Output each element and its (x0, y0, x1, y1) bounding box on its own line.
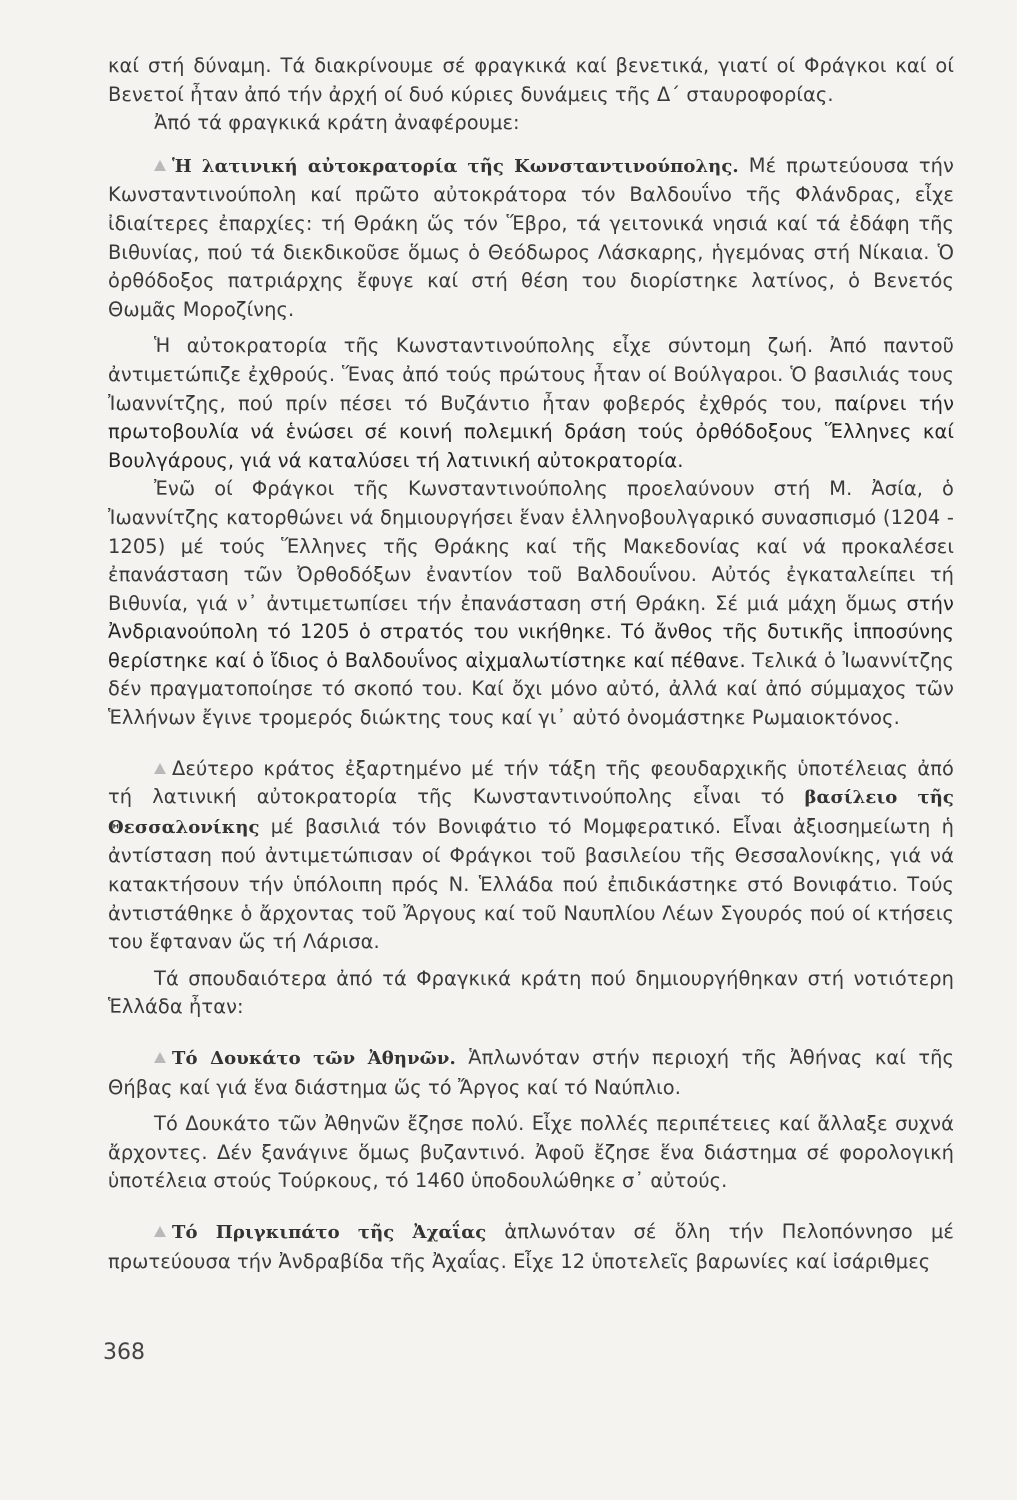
heading-kingdom-thessaloniki: βασίλειο τῆς Θεσσαλονίκης (108, 787, 954, 838)
paragraph-empire-short-life: Ἡ αὐτοκρατορία τῆς Κωνσταντινούπολης εἶχε σύντομη ζωή. Ἀπό παντοῦ ἀντιμετώπιζε ἐχθρούς. Ἕνας ἀπό τούς πρώτους ἦταν οί Βούλγαροι. Ὁ βασιλιάς τους Ἰωαννίτζης, πού πρίν πέσει τό Βυζάντιο ἦταν φοβερός ἐχθρός του, παίρνει τήν πρωτοβουλία νά ἑνώσει σέ κοινή πολεμική δράση τούς ὀρθόδοξους Ἕλληνες καί Βουλγάρους, γιά νά καταλύσει τή λατινική αὐτοκρατορία. (108, 334, 954, 472)
triangle-bullet-icon (154, 1226, 166, 1237)
page-body (108, 52, 954, 1276)
paragraph-ioannitzis: Ἐνῶ οί Φράγκοι τῆς Κωνσταντινούπολης προελαύνουν στή Μ. Ἀσία, ὁ Ἰωαννίτζης κατορθώνει νά δημιουργήσει ἕναν ἑλληνοβουλγαρικό συνασπισμό (1204 - 1205) μέ τούς Ἕλληνες τῆς Θράκης καί τῆς Μακεδονίας καί νά προκαλέσει ἐπανάσταση τῶν Ὀρθοδόξων ἐναντίον τοῦ Βαλδουΐνου. Αὐτός ἐγκαταλείπει τή Βιθυνία, γιά ν᾿ ἀντιμετωπίσει τήν ἐπανάσταση στή Θράκη. Σέ μιά μάχη ὅμως στήν Ἀνδριανούπολη τό 1205 ὁ στρατός του νικήθηκε. Τό ἄνθος τῆς δυτικῆς ἱπποσύνης θερίστηκε καί ὁ ἴδιος ὁ Βαλδουΐνος αἰχμαλωτίστηκε καί πέθανε. Τελικά ὁ Ἰωαννίτζης δέν πραγματοποίησε τό σκοπό του. Καί ὄχι μόνο αὐτό, ἀλλά καί ἀπό σύμμαχος τῶν Ἑλλήνων ἔγινε τρομερός διώκτης τους καί γι᾿ αὐτό ὀνομάστηκε Ρωμαιοκτόνος. (108, 477, 955, 730)
triangle-bullet-icon (154, 1052, 166, 1063)
paragraph-latin-empire: Ἡ λατινική αὐτοκρατορία τῆς Κωνσταντινούπολης. Μέ πρωτεύουσα τήν Κωνσταντινούπολη καί πρῶτο αὐτοκράτορα τόν Βαλδουΐνο τῆς Φλάνδρας, εἶχε ἰδιαίτερες ἐπαρχίες: τή Θράκη ὥς τόν Ἕβρο, τά γειτονικά νησιά καί τά ἐδάφη τῆς Βιθυνίας, πού τά διεκδικοῦσε ὅμως ὁ Θεόδωρος Λάσκαρης, ἡγεμόνας στή Νίκαια. Ὁ ὀρθόδοξος πατριάρχης ἔφυγε καί στή θέση του διορίστηκε λατίνος, ὁ Βενετός Θωμᾶς Μοροζίνης. (108, 153, 954, 321)
triangle-bullet-icon (154, 763, 166, 774)
heading-duchy-athens: Τό Δουκάτο τῶν Ἀθηνῶν. (172, 1048, 456, 1069)
paragraph-duchy-athens: Τό Δουκάτο τῶν Ἀθηνῶν. Ἁπλωνόταν στήν περιοχή τῆς Ἀθήνας καί τῆς Θήβας καί γιά ἕνα διάστημα ὥς τό Ἄργος καί τό Ναύπλιο. (108, 1046, 954, 1099)
page-number: 368 (103, 1340, 145, 1365)
paragraph-kingdom-thessaloniki: Δεύτερο κράτος ἐξαρτημένο μέ τήν τάξη τῆς φεουδαρχικῆς ὑποτέλειας ἀπό τή λατινική αὐτοκρατορία τῆς Κωνσταντινούπολης εἶναι τό βασίλειο τῆς Θεσσαλονίκης μέ βασιλιά τόν Βονιφάτιο τό Μομφερατικό. Εἶναι ἀξιοσημείωτη ἡ ἀντίσταση πού ἀντιμετώπισαν οί Φράγκοι τοῦ βασιλείου τῆς Θεσσαλονίκης, γιά νά κατακτήσουν τήν ὑπόλοιπη πρός Ν. Ἑλλάδα πού ἐπιδικάστηκε στό Βονιφάτιο. Τούς ἀντιστάθηκε ὁ ἄρχοντας τοῦ Ἄργους καί τοῦ Ναυπλίου Λέων Σγουρός πού οί κτήσεις του ἔφταναν ὥς τή Λάρισα. (108, 756, 954, 954)
triangle-bullet-icon (154, 160, 166, 171)
heading-latin-empire: Ἡ λατινική αὐτοκρατορία τῆς Κωνσταντινούπολης. (172, 155, 739, 177)
paragraph-principality-achaea: Τό Πριγκιπάτο τῆς Ἀχαΐας ἁπλωνόταν σέ ὅλη τήν Πελοπόννησο μέ πρωτεύουσα τήν Ἀνδραβίδα τῆς Ἀχαΐας. Εἶχε 12 ὑποτελεῖς βαρωνίες καί ἰσάριθμες (108, 1219, 954, 1273)
heading-principality-achaea: Τό Πριγκιπάτο τῆς Ἀχαΐας (172, 1221, 487, 1243)
paragraph-intro: καί στή δύναμη. Τά διακρίνουμε σέ φραγκικά καί βενετικά, γιατί οί Φράγκοι καί οί Βενετοί ἦταν ἀπό τήν ἀρχή οί δυό κύριες δυνάμεις τῆς Δ΄ σταυροφορίας. (108, 54, 954, 106)
paragraph-frankish-states: Ἀπό τά φραγκικά κράτη ἀναφέρουμε: (154, 111, 520, 135)
paragraph-duchy-history: Τό Δουκάτο τῶν Ἀθηνῶν ἔζησε πολύ. Εἶχε πολλές περιπέτειες καί ἄλλαξε συχνά ἄρχοντες. Δέν ξανάγινε ὅμως βυζαντινό. Ἀφοῦ ἔζησε ἕνα διάστημα σέ φορολογική ὑποτέλεια στούς Τούρκους, τό 1460 ὑποδουλώθηκε σ᾿ αὐτούς. (108, 1112, 954, 1193)
paragraph-southern-states: Τά σπουδαιότερα ἀπό τά Φραγκικά κράτη πού δημιουργήθηκαν στή νοτιότερη Ἑλλάδα ἦταν: (108, 966, 954, 1019)
